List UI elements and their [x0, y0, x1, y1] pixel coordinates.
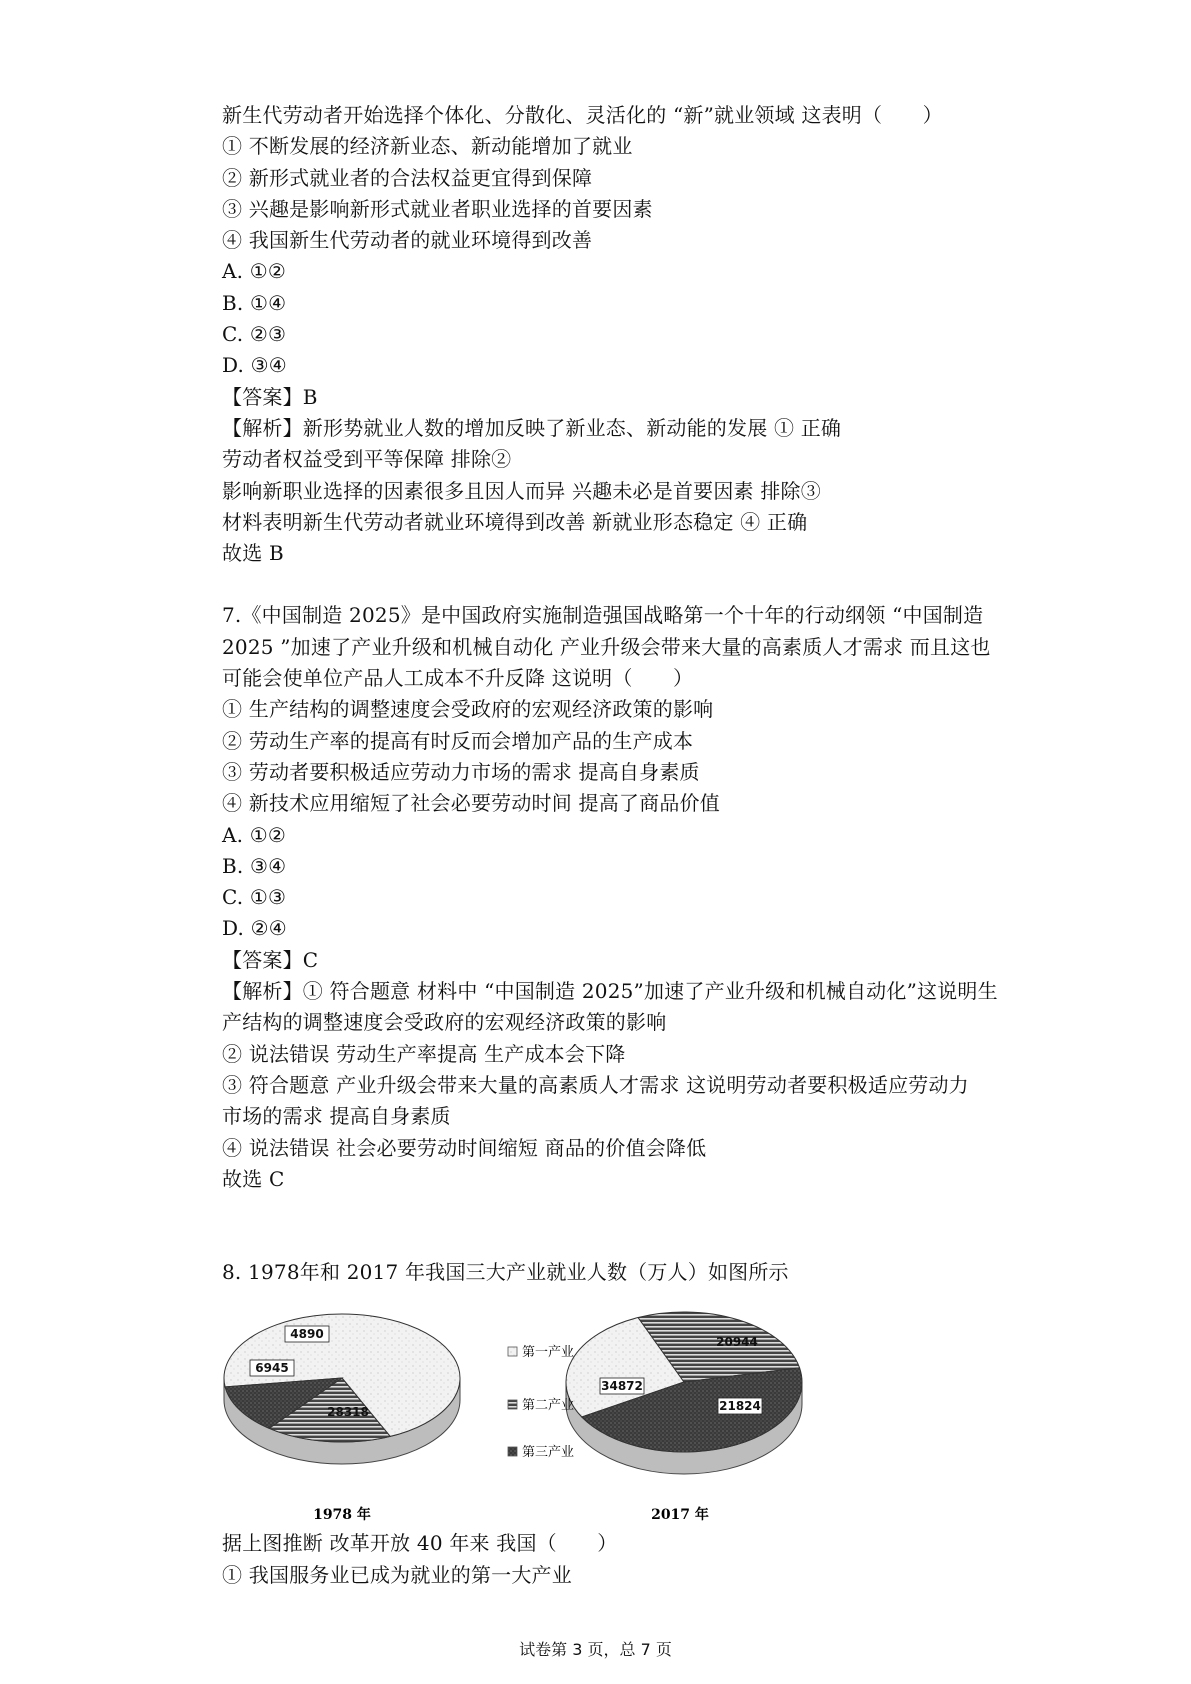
q6-stem: 新生代劳动者开始选择个体化、分散化、灵活化的 “新”就业领域 这表明（ ）	[222, 103, 943, 127]
legend-label-secondary: 第二产业	[522, 1398, 575, 1414]
q6-choice-a: A. ①②	[222, 259, 287, 284]
q7-choice-a: A. ①②	[222, 822, 287, 847]
pie-1978	[224, 1314, 460, 1464]
q6-option-2: ② 新形式就业者的合法权益更宜得到保障	[222, 165, 593, 190]
pie-data-label: 4890	[290, 1327, 324, 1342]
q7-option-3: ③ 劳动者要积极适应劳动力市场的需求 提高自身素质	[222, 759, 700, 784]
pie-data-label: 28318	[327, 1405, 369, 1420]
chart-legend	[508, 1344, 574, 1460]
q7-option-4: ④ 新技术应用缩短了社会必要劳动时间 提高了商品价值	[222, 791, 720, 816]
legend-swatch-secondary	[508, 1400, 517, 1409]
q7-explanation-5: 市场的需求 提高自身素质	[222, 1104, 451, 1129]
q7-explanation-3: ② 说法错误 劳动生产率提高 生产成本会下降	[222, 1041, 626, 1066]
legend-label-tertiary: 第三产业	[522, 1445, 575, 1461]
pie-data-label: 34872	[601, 1379, 643, 1394]
q7-explanation-6: ④ 说法错误 社会必要劳动时间缩短 商品的价值会降低	[222, 1135, 707, 1160]
q6-choice-d: D. ③④	[222, 353, 287, 378]
q7-choice-b: B. ③④	[222, 853, 287, 878]
pie-data-label: 20944	[716, 1335, 758, 1350]
legend-swatch-tertiary	[508, 1447, 517, 1456]
q7-explanation-7: 故选 C	[222, 1166, 285, 1191]
q6-option-4: ④ 我国新生代劳动者的就业环境得到改善	[222, 228, 593, 253]
q7-explanation-1: 【解析】① 符合题意 材料中 “中国制造 2025”加速了产业升级和机械自动化”这说明生	[222, 979, 998, 1004]
page-content	[222, 100, 1022, 1591]
q6-choice-c: C. ②③	[222, 322, 287, 347]
q7-stem-3: 可能会使单位产品人工成本不升反降 这说明（ ）	[222, 666, 694, 691]
q6-explanation-2: 劳动者权益受到平等保障 排除②	[222, 447, 512, 472]
q7-option-1: ① 生产结构的调整速度会受政府的宏观经济政策的影响	[222, 697, 714, 722]
q7-answer: 【答案】C	[222, 947, 319, 972]
q8-after-2: ① 我国服务业已成为就业的第一大产业	[222, 1562, 572, 1587]
page-footer: 试卷第 3 页，总 7 页	[519, 1640, 672, 1659]
q7-explanation-4: ③ 符合题意 产业升级会带来大量的高素质人才需求 这说明劳动者要积极适应劳动力	[222, 1072, 969, 1097]
q7-choice-c: C. ①③	[222, 885, 287, 910]
q7-stem-2: 2025 ”加速了产业升级和机械自动化 产业升级会带来大量的高素质人才需求 而且这也	[222, 634, 991, 659]
q7-choice-d: D. ②④	[222, 916, 287, 941]
q8-after-1: 据上图推断 改革开放 40 年来 我国（ ）	[222, 1531, 618, 1556]
q6-explanation-4: 材料表明新生代劳动者就业环境得到改善 新就业形态稳定 ④ 正确	[222, 509, 808, 534]
legend-swatch-primary	[508, 1347, 517, 1356]
q6-explanation-1: 【解析】新形势就业人数的增加反映了新业态、新动能的发展 ① 正确	[222, 415, 842, 440]
q7-stem-1: 7.《中国制造 2025》是中国政府实施制造强国战略第一个十年的行动纲领 “中国制造	[222, 603, 984, 628]
q7-explanation-2: 产结构的调整速度会受政府的宏观经济政策的影响	[222, 1010, 667, 1035]
pie-2017-title: 2017 年	[651, 1507, 709, 1524]
q6-explanation-3: 影响新职业选择的因素很多且因人而异 兴趣未必是首要因素 排除③	[222, 478, 821, 503]
q6-option-1: ① 不断发展的经济新业态、新动能增加了就业	[222, 134, 633, 159]
q6-explanation-5: 故选 B	[222, 541, 284, 566]
employment-pie-charts	[222, 1294, 862, 1524]
pie-1978-title: 1978 年	[313, 1507, 371, 1524]
q6-answer: 【答案】B	[222, 384, 318, 409]
pie-data-label: 6945	[255, 1361, 289, 1376]
q7-option-2: ② 劳动生产率的提高有时反而会增加产品的生产成本	[222, 728, 694, 753]
q8-stem: 8. 1978年和 2017 年我国三大产业就业人数（万人）如图所示	[222, 1260, 789, 1285]
pie-charts-svg	[222, 1294, 862, 1524]
legend-label-primary: 第一产业	[522, 1345, 575, 1361]
q6-option-3: ③ 兴趣是影响新形式就业者职业选择的首要因素	[222, 196, 653, 221]
pie-data-label: 21824	[719, 1399, 761, 1414]
pie-2017	[566, 1312, 802, 1474]
q6-choice-b: B. ①④	[222, 290, 287, 315]
